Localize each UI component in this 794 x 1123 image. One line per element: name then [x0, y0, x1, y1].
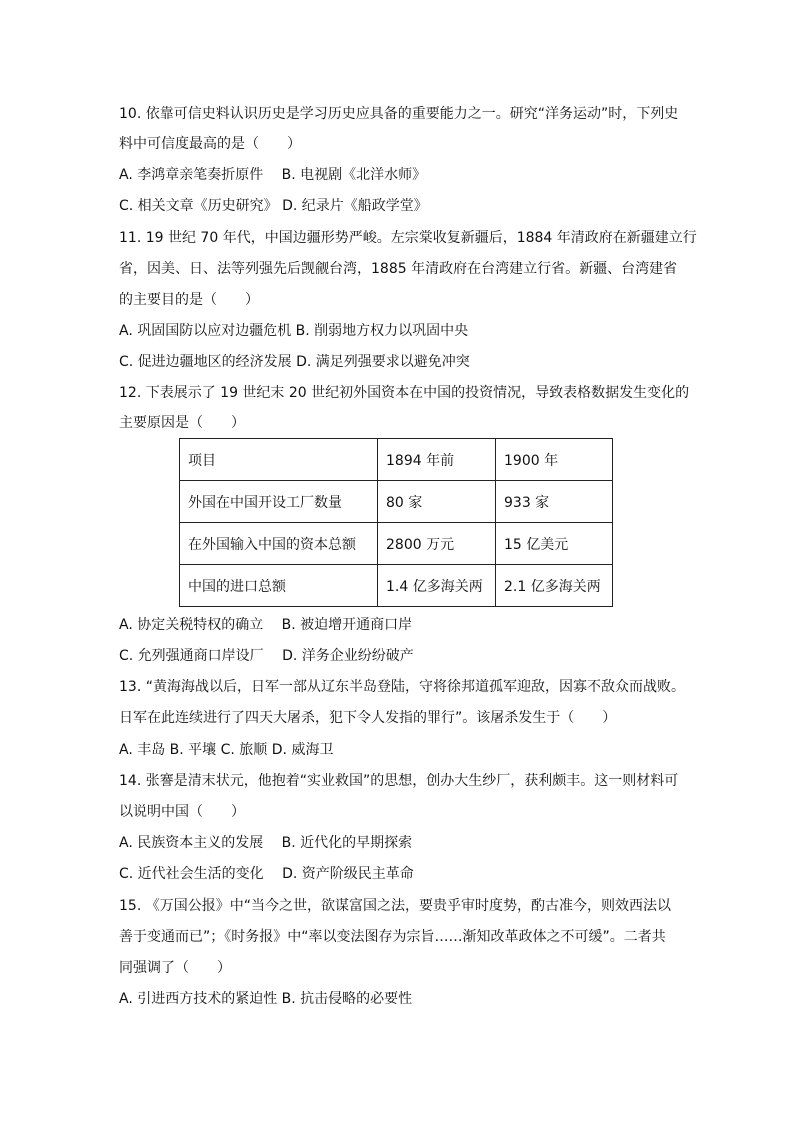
- q11-stem-cont2: 的主要目的是（ ）: [119, 292, 259, 308]
- q12-options-cd: C. 允列强通商口岸设厂 D. 洋务企业纷纷破产: [119, 648, 414, 664]
- q11-options-cd: C. 促进边疆地区的经济发展 D. 满足列强要求以避免冲突: [119, 354, 470, 370]
- q11-options-ab: A. 巩固国防以应对边疆危机 B. 削弱地方权力以巩固中央: [119, 323, 469, 339]
- table-cell: 15 亿美元: [496, 523, 613, 565]
- table-header-cell: 1900 年: [496, 439, 613, 481]
- q13-stem: 13. “黄海海战以后，日军一部从辽东半岛登陆，守将徐邦道孤军迎敌，因寡不敌众而战败。: [119, 679, 685, 695]
- q13-stem-cont: 日军在此连续进行了四天大屠杀，犯下令人发指的罪行”。该屠杀发生于（ ）: [119, 710, 617, 726]
- q14-stem-cont: 以说明中国（ ）: [119, 804, 245, 820]
- q10-options-ab: A. 李鸿章亲笔奏折原件 B. 电视剧《北洋水师》: [119, 167, 427, 183]
- table-cell: 1.4 亿多海关两: [378, 565, 496, 607]
- table-header-row: [180, 439, 613, 481]
- q11-stem-cont: 省，因美、日、法等列强先后觊觎台湾，1885 年清政府在台湾建立行省。新疆、台湾建省: [119, 261, 678, 277]
- table-header-cell: 1894 年前: [378, 439, 496, 481]
- q14-options-cd: C. 近代社会生活的变化 D. 资产阶级民主革命: [119, 866, 414, 882]
- table-cell: 80 家: [378, 481, 496, 523]
- table-cell: 在外国输入中国的资本总额: [180, 523, 378, 565]
- q13-options: A. 丰岛 B. 平壤 C. 旅顺 D. 威海卫: [119, 742, 334, 758]
- q10-options-cd: C. 相关文章《历史研究》 D. 纪录片《船政学堂》: [119, 198, 428, 214]
- table-cell: 933 家: [496, 481, 613, 523]
- q15-options-ab: A. 引进西方技术的紧迫性 B. 抗击侵略的必要性: [119, 991, 413, 1007]
- table-row: [180, 565, 613, 607]
- table-row: [180, 523, 613, 565]
- table-cell: 2800 万元: [378, 523, 496, 565]
- q10-stem-cont: 料中可信度最高的是（ ）: [119, 136, 301, 152]
- q14-options-ab: A. 民族资本主义的发展 B. 近代化的早期探索: [119, 835, 413, 851]
- table-cell: 中国的进口总额: [180, 565, 378, 607]
- q15-stem-cont2: 同强调了（ ）: [119, 960, 231, 976]
- q12-stem: 12. 下表展示了 19 世纪末 20 世纪初外国资本在中国的投资情况，导致表格数据发生变化的: [119, 385, 690, 401]
- q15-stem: 15. 《万国公报》中“当今之世，欲谋富国之法，要贵乎审时度势，酌古准今，则效西法以: [119, 898, 671, 914]
- q15-stem-cont: 善于变通而已”；《时务报》中“率以变法图存为宗旨……渐知改革政体之不可缓”。二者共: [119, 929, 666, 945]
- investment-table: [179, 438, 613, 607]
- q14-stem: 14. 张謇是清末状元，他抱着“实业救国”的思想，创办大生纱厂，获利颇丰。这一则材料可: [119, 773, 679, 789]
- table-header-cell: 项目: [180, 439, 378, 481]
- table-cell: 2.1 亿多海关两: [496, 565, 613, 607]
- q12-stem-cont: 主要原因是（ ）: [119, 415, 245, 431]
- table-cell: 外国在中国开设工厂数量: [180, 481, 378, 523]
- q11-stem: 11. 19 世纪 70 年代，中国边疆形势严峻。左宗棠收复新疆后，1884 年清政府在新疆建立行: [119, 230, 697, 246]
- table-row: [180, 481, 613, 523]
- q10-stem: 10. 依靠可信史料认识历史是学习历史应具备的重要能力之一。研究“洋务运动”时，下列史: [119, 106, 679, 122]
- q12-options-ab: A. 协定关税特权的确立 B. 被迫增开通商口岸: [119, 617, 413, 633]
